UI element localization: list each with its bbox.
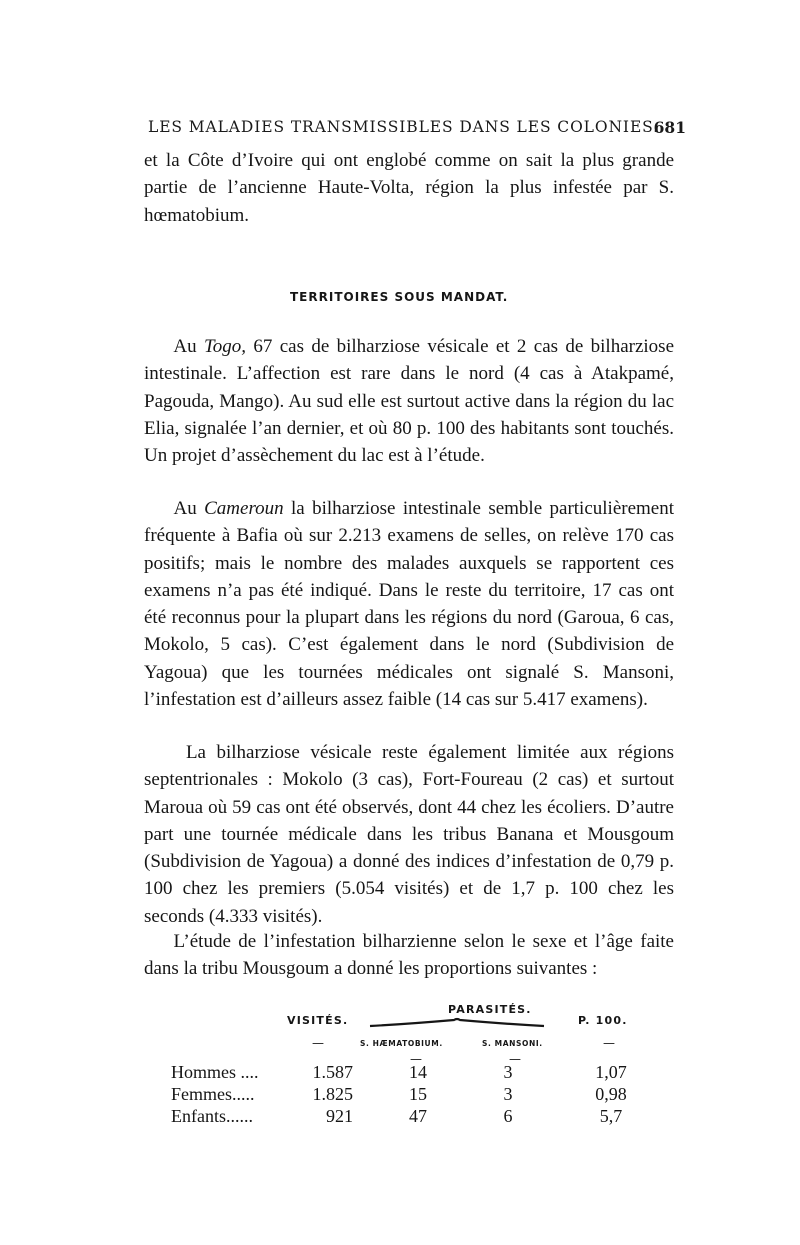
table-row [0,1062,800,1084]
cell-visites: 1.587 [312,1062,353,1082]
cell-haematobium: 14 [409,1062,427,1082]
etude-body: L’étude de l’infestation bilharzienne selon le sexe et l’âge faite dans la tribu Mousgoum a donné les proportions suivantes : [144,931,674,980]
togo-body: 67 cas de bilharziose vésicale et 2 cas de bilharziose intestinale. L’affection est rare dans le nord (4 cas à Atakpamé, Pagouda, Mango). Au sud elle est surtout active dans la région du lac Elia, signalée l’an dernier, et où 80 p. 100 des habitants sont touchés. Un projet d’assèchement du lac est à l’étude. [144,336,675,467]
paragraph-continuation: et la Côte d’Ivoire qui ont englobé comme on sait la plus grande partie de l’ancienne Haute-Volta, région la plus infestée par S. hœmatobium. [144,150,674,226]
cameroun-lead: Au [173,498,205,519]
page-number: 681 [653,118,686,137]
togo-place: Togo, [203,336,247,357]
running-title: LES MALADIES TRANSMISSIBLES DANS LES COLONIES. [148,118,659,136]
parasites-brace [368,1008,546,1032]
cell-p100: 1,07 [595,1062,627,1082]
cell-visites: 1.825 [312,1084,353,1104]
header-parasites: PARASITÉS. [448,1003,532,1016]
header-rule: — [312,1036,324,1050]
vesicale-body: La bilharziose vésicale reste également limitée aux régions septentrionales : Mokolo (3 cas), Fort-Foureau (2 cas) et surtout Maroua où 59 cas ont été observés, dont 44 chez les écoliers. D’autre part une tournée médicale dans les tribus Banana et Mousgoum (Subdivision de Yagoua) a donné des indices d’infestation de 0,79 p. 100 chez les premiers (5.054 visités) et de 1,7 p. 100 chez les seconds (4.333 visités). [144,742,674,927]
cell-mansoni: 3 [503,1084,513,1104]
cell-mansoni: 3 [503,1062,513,1082]
cell-mansoni: 6 [503,1106,513,1126]
header-rule: — [603,1036,615,1050]
table-row [0,1084,800,1106]
cell-visites: 921 [326,1106,353,1126]
row-label: Femmes..... [171,1084,255,1104]
header-rule: — [410,1052,422,1066]
cell-p100: 0,98 [595,1084,627,1104]
cameroun-place: Cameroun [204,498,284,519]
section-title: TERRITOIRES SOUS MANDAT. [290,290,509,304]
togo-lead: Au [173,336,204,357]
header-visites: VISITÉS. [287,1014,349,1027]
row-label: Hommes .... [171,1062,259,1082]
row-label: Enfants...... [171,1106,253,1126]
cell-haematobium: 15 [409,1084,427,1104]
table-row [0,1106,800,1128]
header-p100: P. 100. [578,1014,628,1027]
header-rule: — [509,1052,521,1066]
cell-p100: 5,7 [599,1106,623,1126]
cell-haematobium: 47 [409,1106,427,1126]
header-haematobium: S. HÆMATOBIUM. [360,1039,443,1048]
header-mansoni: S. MANSONI. [482,1039,543,1048]
cameroun-body: la bilharziose intestinale semble particulièrement fréquente à Bafia où sur 2.213 examens de selles, on relève 170 cas positifs; mais le nombre des malades auxquels se rapportent ces examens n’a pas été indiqué. Dans le reste du territoire, 17 cas ont été reconnus pour la plupart dans les régions du nord (Garoua, 6 cas, Mokolo, 5 cas). C’est également dans le nord (Subdivision de Yagoua) que les tournées médicales ont signalé S. Mansoni, l’infestation est d’ailleurs assez faible (14 cas sur 5.417 examens). [144,498,675,711]
